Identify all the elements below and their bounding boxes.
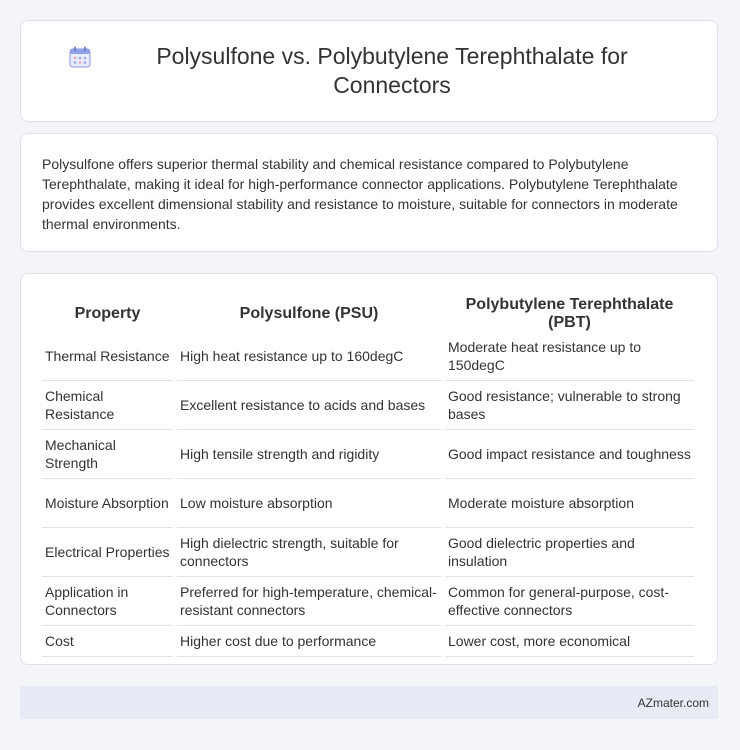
summary-card xyxy=(20,133,718,252)
psu-cell: High dielectric strength, suitable for connectors xyxy=(177,528,441,577)
property-cell: Application in Connectors xyxy=(42,577,173,626)
table-row xyxy=(42,332,694,381)
table-row xyxy=(42,381,694,430)
property-cell: Electrical Properties xyxy=(42,528,173,577)
title-wrap xyxy=(69,42,669,100)
pbt-cell: Moderate heat resistance up to 150degC xyxy=(445,332,694,381)
table-row xyxy=(42,479,694,528)
header-property: Property xyxy=(74,305,141,322)
property-cell: Thermal Resistance xyxy=(42,332,173,381)
table-row xyxy=(42,577,694,626)
property-cell: Mechanical Strength xyxy=(42,430,173,479)
property-cell: Moisture Absorption xyxy=(42,479,173,528)
psu-cell: Preferred for high-temperature, chemical-resistant connectors xyxy=(177,577,441,626)
pbt-cell: Good dielectric properties and insulation xyxy=(445,528,694,577)
header-pbt: Polybutylene Terephthalate (PBT) xyxy=(465,296,674,331)
property-cell: Cost xyxy=(42,626,173,657)
table-row xyxy=(42,430,694,479)
footer-brand: AZmater.com xyxy=(637,695,709,710)
psu-cell: Low moisture absorption xyxy=(177,479,441,528)
pbt-cell: Lower cost, more economical xyxy=(445,626,694,657)
header-psu: Polysulfone (PSU) xyxy=(239,305,379,322)
pbt-cell: Common for general-purpose, cost-effective connectors xyxy=(445,577,694,626)
psu-cell: Higher cost due to performance xyxy=(177,626,441,657)
calendar-icon xyxy=(69,46,91,68)
summary-text: Polysulfone offers superior thermal stability and chemical resistance compared to Polybutylene Terephthalate, making it ideal for high-performance connector applications. Polybutylene Terephthalate provides excellent dimensional stability and resistance to moisture, suitable for connectors in moderate thermal environments. xyxy=(42,156,678,232)
property-cell: Chemical Resistance xyxy=(42,381,173,430)
psu-cell: High tensile strength and rigidity xyxy=(177,430,441,479)
page-title: Polysulfone vs. Polybutylene Terephthalate for Connectors xyxy=(156,43,628,98)
table-row xyxy=(42,528,694,577)
table-row xyxy=(42,626,694,657)
title-card xyxy=(20,20,718,122)
comparison-table-card xyxy=(20,273,718,665)
footer xyxy=(20,686,718,719)
pbt-cell: Good resistance; vulnerable to strong bases xyxy=(445,381,694,430)
psu-cell: Excellent resistance to acids and bases xyxy=(177,381,441,430)
pbt-cell: Good impact resistance and toughness xyxy=(445,430,694,479)
comparison-table xyxy=(38,294,698,657)
table-header-row xyxy=(42,294,694,332)
psu-cell: High heat resistance up to 160degC xyxy=(177,332,441,381)
pbt-cell: Moderate moisture absorption xyxy=(445,479,694,528)
